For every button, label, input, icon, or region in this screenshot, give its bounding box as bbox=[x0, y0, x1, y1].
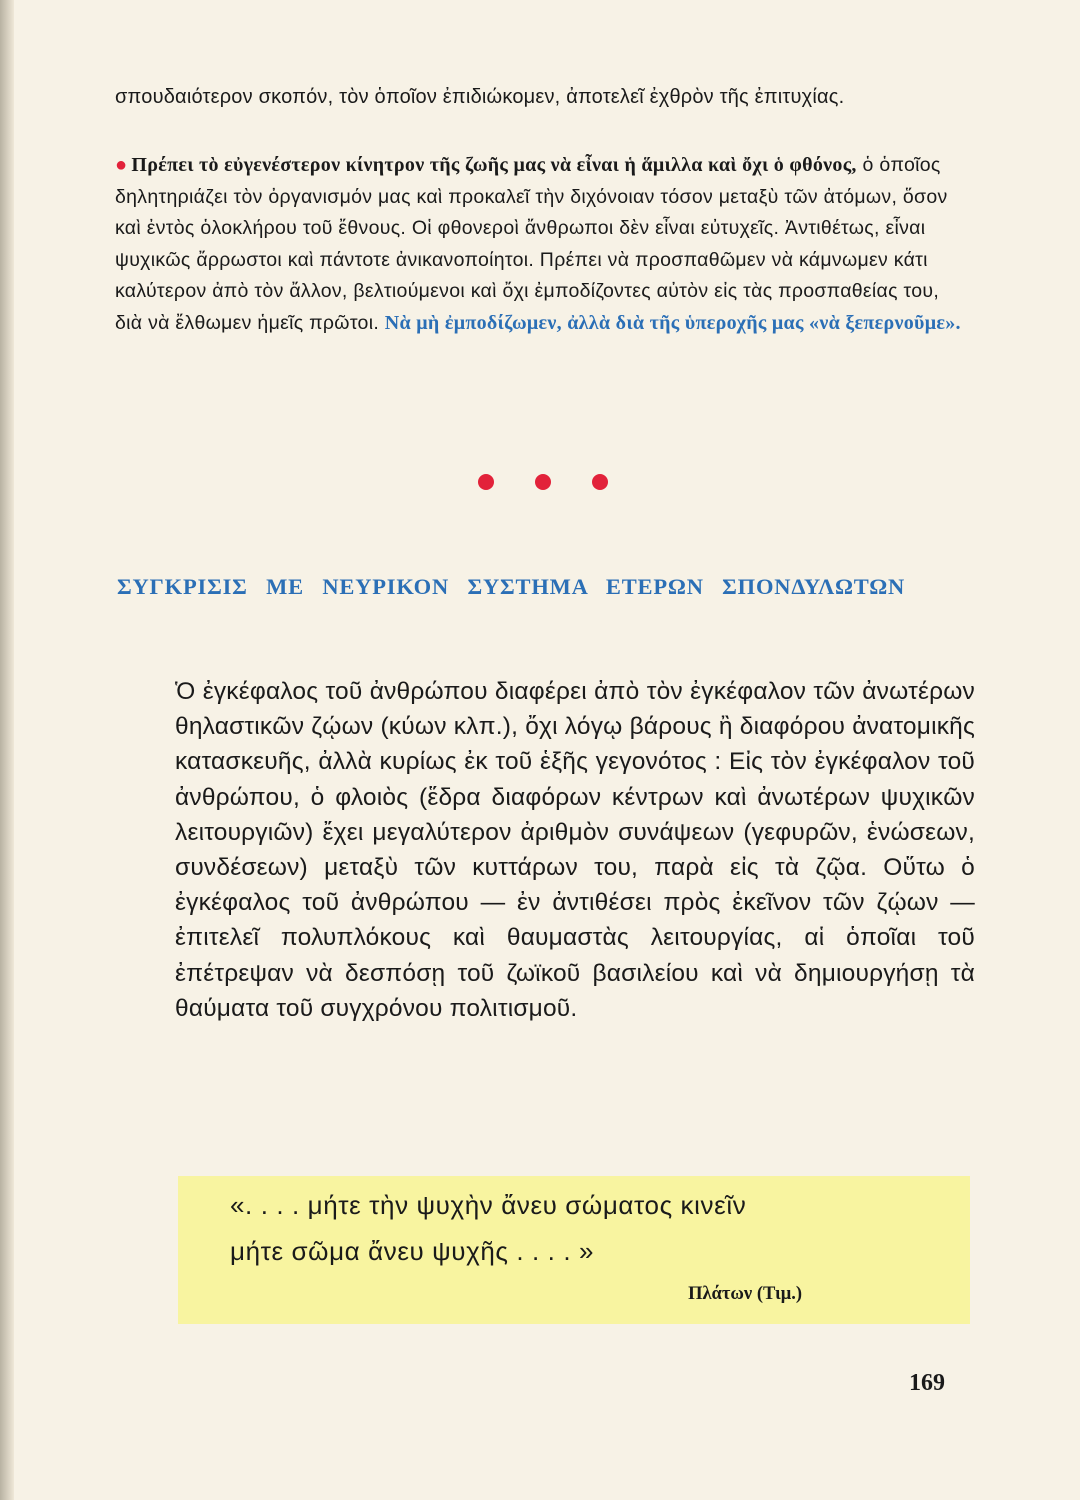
page-edge-shadow bbox=[0, 0, 14, 1500]
divider-dot-icon bbox=[478, 474, 494, 490]
section-heading: ΣΥΓΚΡΙΣΙΣ ΜΕ ΝΕΥΡΙΚΟΝ ΣΥΣΤΗΜΑ ΕΤΕΡΩΝ ΣΠΟΝΔΥΛΩΤΩΝ bbox=[117, 574, 906, 599]
divider-dot-icon bbox=[535, 474, 551, 490]
paragraph-emulation bbox=[115, 150, 965, 339]
paragraph-blue-end: Νὰ μὴ ἐμποδίζωμεν, ἀλλὰ διὰ τῆς ὑπεροχῆς μας «νὰ ξεπερνοῦμε». bbox=[384, 311, 961, 334]
paragraph-brain: Ὁ ἐγκέφαλος τοῦ ἀνθρώπου διαφέρει ἀπὸ τὸν ἐγκέφαλον τῶν ἀνωτέρων θηλαστικῶν ζῴων (κύων κλπ.), ὄχι λόγῳ βάρους ἢ διαφόρου ἀνατομικῆς κατασκευῆς, ἀλλὰ κυρίως ἐκ τοῦ ἑξῆς γεγονότος : Εἰς τὸν ἐγκέφαλον τοῦ ἀνθρώπου, ὁ φλοιὸς (ἕδρα διαφόρων κέντρων καὶ ἀνωτέρων ψυχικῶν λειτουργιῶν) ἔχει μεγαλύτερον ἀριθμὸν συνάψεων (γεφυρῶν, ἑνώσεων, συνδέσεων) μεταξὺ τῶν κυττάρων του, παρὰ εἰς τὰ ζῷα. Οὕτω ὁ ἐγκέφαλος τοῦ ἀνθρώπου — ἐν ἀντιθέσει πρὸς ἐκεῖνον τῶν ζῴων — ἐπιτελεῖ πολυπλόκους καὶ θαυμαστὰς λειτουργίας, αἱ ὁποῖαι τοῦ ἐπέτρεψαν νὰ δεσπόσῃ τοῦ ζωϊκοῦ βασιλείου καὶ νὰ δημιουργήσῃ τὰ θαύματα τοῦ συγχρόνου πολιτισμοῦ. bbox=[175, 678, 975, 1022]
paragraph-bold-lead: Πρέπει τὸ εὐγενέστερον κίνητρον τῆς ζωῆς μας νὰ εἶναι ἡ ἅμιλλα καὶ ὄχι ὁ φθόνος, bbox=[131, 154, 857, 176]
top-line: σπουδαιότερον σκοπόν, τὸν ὁποῖον ἐπιδιώκομεν, ἀποτελεῖ ἐχθρὸν τῆς ἐπιτυχίας. bbox=[115, 86, 845, 108]
section-divider bbox=[478, 470, 608, 494]
page-number: 169 bbox=[909, 1370, 945, 1396]
quote-box bbox=[178, 1176, 970, 1324]
quote-line-2: μήτε σῶμα ἄνευ ψυχῆς . . . . » bbox=[230, 1236, 595, 1266]
divider-dot-icon bbox=[592, 474, 608, 490]
paragraph-body: ὁ ὁποῖος δηλητηριάζει τὸν ὀργανισμόν μας καὶ προκαλεῖ τὴν διχόνοιαν τόσον μεταξὺ τῶν ἀτόμων, ὅσον καὶ ἐντὸς ὁλοκλήρου τοῦ ἔθνους. Οἱ φθονεροὶ ἄνθρωποι δὲν εἶναι εὐτυχεῖς. Ἀντιθέτως, εἶναι ψυχικῶς ἄρρωστοι καὶ πάντοτε ἀνικανοποίητοι. Πρέπει νὰ προσπαθῶμεν νὰ κάμνωμεν κάτι καλύτερον ἀπὸ τὸν ἄλλον, βελτιούμενοι καὶ ὄχι ἐμποδίζοντες αὐτὸν εἰς τὰς προσπαθείας του, διὰ νὰ ἔλθωμεν ἡμεῖς πρῶτοι. bbox=[115, 154, 948, 334]
quote-line-1: «. . . . μήτε τὴν ψυχὴν ἄνευ σώματος κινεῖν bbox=[230, 1190, 747, 1220]
quote-attribution: Πλάτων (Τιμ.) bbox=[688, 1284, 802, 1304]
bullet-icon: ● bbox=[115, 154, 128, 176]
